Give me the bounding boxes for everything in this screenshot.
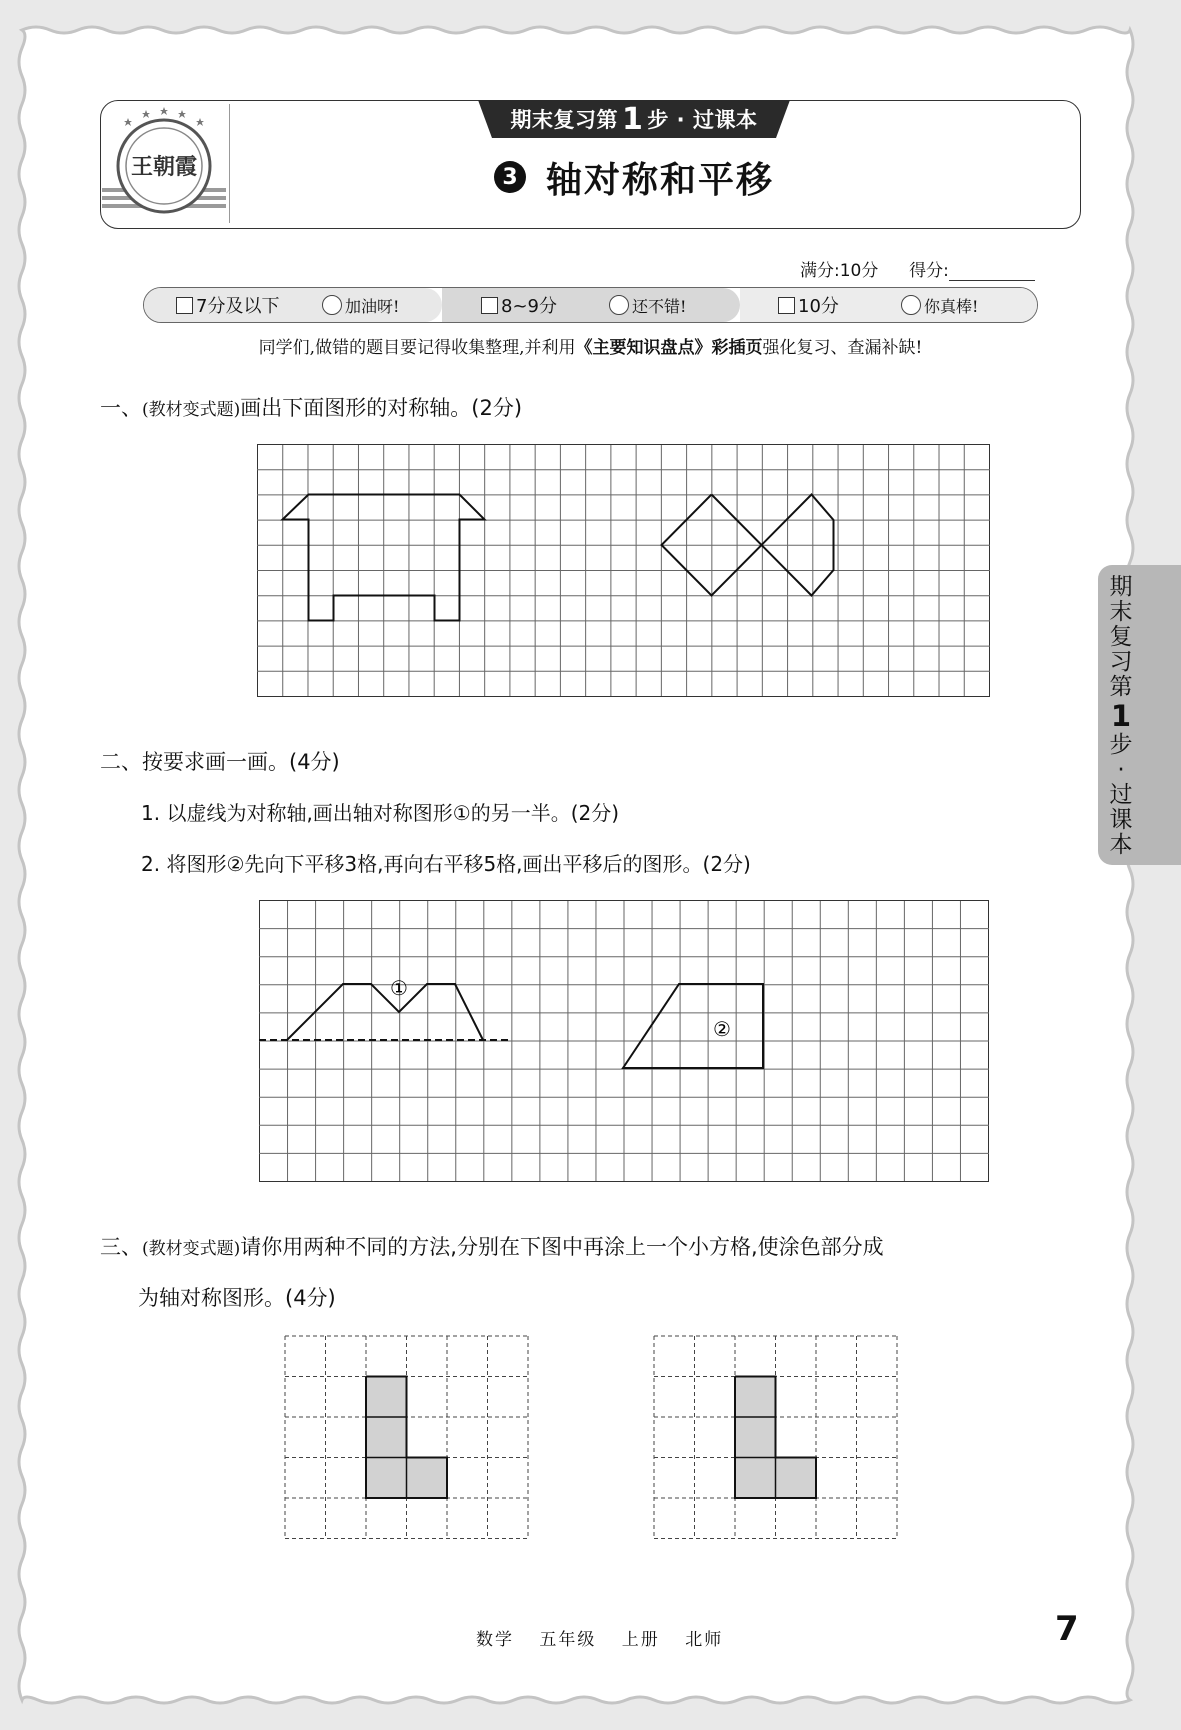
shaded-cell — [366, 1377, 407, 1418]
question-3: 三、(教材变式题)请你用两种不同的方法,分别在下图中再涂上一个小方格,使涂色部分成 — [100, 1235, 884, 1259]
side-tab-char: 第 — [1109, 674, 1133, 700]
shaded-cell — [366, 1458, 407, 1499]
logo-text: 王朝霞 — [130, 154, 198, 180]
question-2: 二、按要求画一画。(4分) — [100, 750, 340, 774]
grid-question-2[interactable] — [259, 900, 989, 1182]
tip-line: 同学们,做错的题目要记得收集整理,并利用《主要知识盘点》彩插页强化复习、查漏补缺! — [258, 338, 923, 358]
shaded-cell — [735, 1458, 776, 1499]
side-tab-char: 复 — [1109, 624, 1133, 650]
rating-comment-mid: 还不错! — [609, 288, 686, 322]
question-2-sub-1: 1. 以虚线为对称轴,画出轴对称图形①的另一半。(2分) — [141, 801, 620, 825]
side-tab-char: 末 — [1109, 599, 1133, 625]
shaded-cell — [735, 1417, 776, 1458]
score-blank[interactable] — [949, 264, 1035, 281]
grid-question-1[interactable] — [257, 444, 990, 697]
step-suffix: 步 · 过课本 — [647, 108, 758, 132]
rating-checkbox[interactable] — [778, 297, 795, 314]
shaded-cell — [735, 1377, 776, 1418]
shape-1 — [287, 984, 483, 1040]
rating-option-mid[interactable] — [481, 288, 557, 322]
shaded-cell — [776, 1458, 817, 1499]
grid-question-3-right[interactable] — [653, 1335, 898, 1539]
rating-bar — [143, 287, 1038, 323]
smiley-icon — [322, 295, 342, 315]
rating-range: 7分及以下 — [196, 296, 280, 317]
side-tab-char: 本 — [1109, 832, 1133, 858]
step-banner — [478, 100, 790, 138]
rating-range: 10分 — [798, 296, 839, 317]
rating-checkbox[interactable] — [176, 297, 193, 314]
side-tab-char: 1 — [1110, 699, 1132, 733]
shaded-cell — [366, 1417, 407, 1458]
side-tab-char: 习 — [1109, 649, 1133, 675]
question-1: 一、(教材变式题)画出下面图形的对称轴。(2分) — [100, 396, 523, 420]
logo-divider — [229, 104, 230, 223]
lesson-number: 3 — [494, 161, 526, 193]
step-prefix: 期末复习第 — [510, 108, 618, 132]
shape-2 — [623, 984, 763, 1068]
smiley-icon — [609, 295, 629, 315]
grid-question-3-left[interactable] — [284, 1335, 529, 1539]
question-tag: (教材变式题) — [142, 1239, 241, 1259]
rating-option-high[interactable] — [778, 288, 839, 322]
logo-image — [100, 104, 228, 222]
shape-1-label: ① — [390, 976, 408, 1000]
full-score: 满分:10分 — [800, 261, 879, 281]
rating-comment-high: 你真棒! — [901, 288, 978, 322]
shape-2-label: ② — [713, 1017, 731, 1041]
side-tab-text — [1098, 575, 1144, 858]
side-tab-char: 期 — [1109, 574, 1133, 600]
side-tab-char: 步 — [1109, 732, 1133, 758]
page-title — [494, 152, 774, 202]
page-number: 7 — [1055, 1609, 1079, 1649]
score-label: 得分: — [909, 261, 949, 281]
rating-option-low[interactable] — [176, 288, 279, 322]
side-tab-char: · — [1117, 757, 1125, 783]
tip-bold: 《主要知识盘点》彩插页 — [575, 338, 763, 358]
rating-comment-low: 加油呀! — [322, 288, 399, 322]
side-tab-char: 课 — [1109, 807, 1133, 833]
score-line — [800, 256, 1035, 281]
footer-info: 数学 五年级 上册 北师 — [476, 1630, 724, 1650]
shaded-cell — [407, 1458, 448, 1499]
question-tag: (教材变式题) — [142, 400, 241, 420]
rating-checkbox[interactable] — [481, 297, 498, 314]
lesson-title: 轴对称和平移 — [546, 159, 775, 201]
side-tab-char: 过 — [1109, 782, 1133, 808]
question-3-line-2: 为轴对称图形。(4分) — [138, 1286, 336, 1310]
step-number: 1 — [622, 101, 644, 137]
question-2-sub-2: 2. 将图形②先向下平移3格,再向右平移5格,画出平移后的图形。(2分) — [141, 852, 751, 876]
rating-range: 8~9分 — [501, 296, 557, 317]
smiley-icon — [901, 295, 921, 315]
